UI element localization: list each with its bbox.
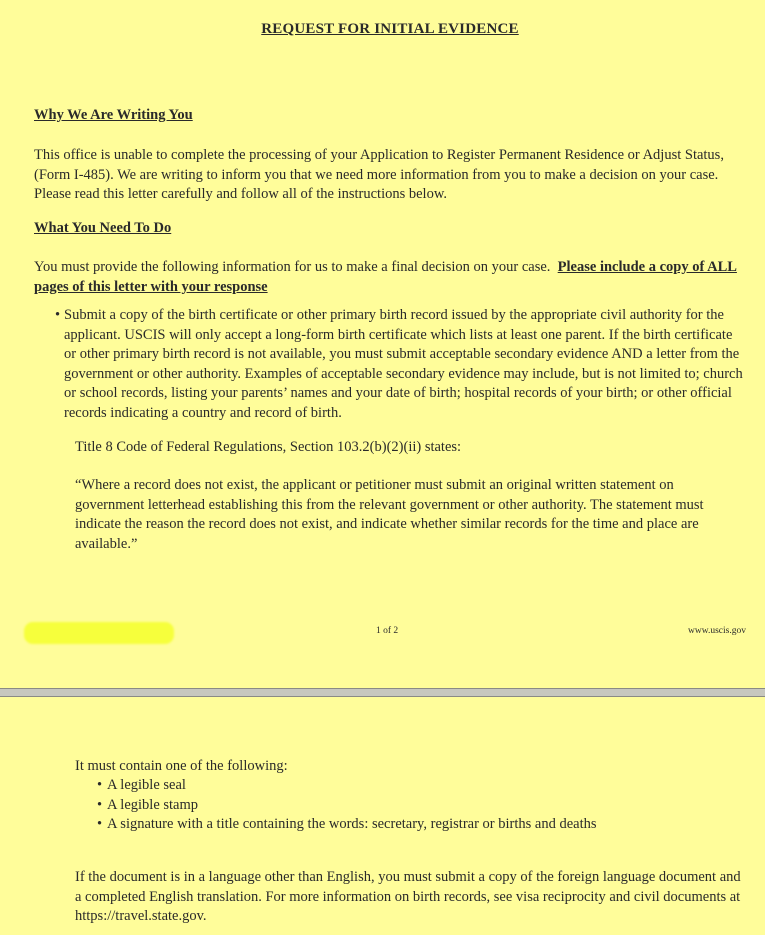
regulation-quote: “Where a record does not exist, the applicant or petitioner must submit an original written statement on government letterhead establishing this from the relevant government or other authority. The statement must indicate the reason the record does not exist, and indicate whether similar records for the time and place are available.” [75, 477, 704, 552]
bullet-item-birth-certificate [55, 306, 744, 423]
section-heading-why: Why We Are Writing You [34, 107, 193, 123]
page-divider [0, 689, 765, 696]
bullet-icon: • [55, 307, 61, 323]
translation-note: If the document is in a language other than English, you must submit a copy of the foreign language document and a completed English translation. For more information on birth records, see visa reciprocity and civil documents at https://travel.state.gov. [75, 869, 741, 924]
page-title: REQUEST FOR INITIAL EVIDENCE [261, 21, 519, 37]
bullet-icon: • [97, 796, 103, 813]
bullet-icon: • [97, 816, 103, 832]
page-number: 1 of 2 [376, 626, 399, 636]
list-item-text: A legible seal [107, 777, 186, 793]
list-item-text: A signature with a title containing the words: secretary, registrar or births and deaths [107, 816, 597, 832]
bullet-text: Submit a copy of the birth certificate or other primary birth record issued by the appropriate civil authority for the applicant. USCIS will only accept a long-form birth certificate which lists at least one parent. If the birth certificate or other primary birth record is not available, you must submit acceptable secondary evidence AND a letter from the government or other authority. Examples of acceptable secondary evidence may include, but is not limited to; church or school records, listing your parents’ names and your date of birth; hospital records of your birth; or other official records indicating a country and record of birth. [64, 307, 743, 421]
bullet-icon: • [97, 777, 103, 793]
regulation-citation: Title 8 Code of Federal Regulations, Section 103.2(b)(2)(ii) states: [75, 439, 462, 455]
requirements-intro: It must contain one of the following: [75, 758, 288, 774]
page-divider-bottom-edge [0, 696, 765, 697]
instruction-text: You must provide the following information for us to make a final decision on your case. [34, 259, 551, 275]
section-body-what [34, 258, 754, 297]
redaction-highlight [24, 622, 174, 644]
list-item [97, 776, 597, 796]
footer-website: www.uscis.gov [688, 626, 746, 636]
list-item [97, 796, 597, 816]
list-item-text: A legible stamp [107, 796, 199, 813]
requirements-list [97, 776, 597, 835]
section-body-why: This office is unable to complete the processing of your Application to Register Permanent Residence or Adjust Status, (Form I-485). We are writing to inform you that we need more information from you to make a decision on your case. Please read this letter carefully and follow all of the instructions below. [34, 147, 724, 202]
section-heading-what: What You Need To Do [34, 220, 172, 236]
list-item [97, 815, 597, 835]
instruction-emphasis: Please include a copy of ALL pages of this letter with your response [34, 259, 737, 295]
